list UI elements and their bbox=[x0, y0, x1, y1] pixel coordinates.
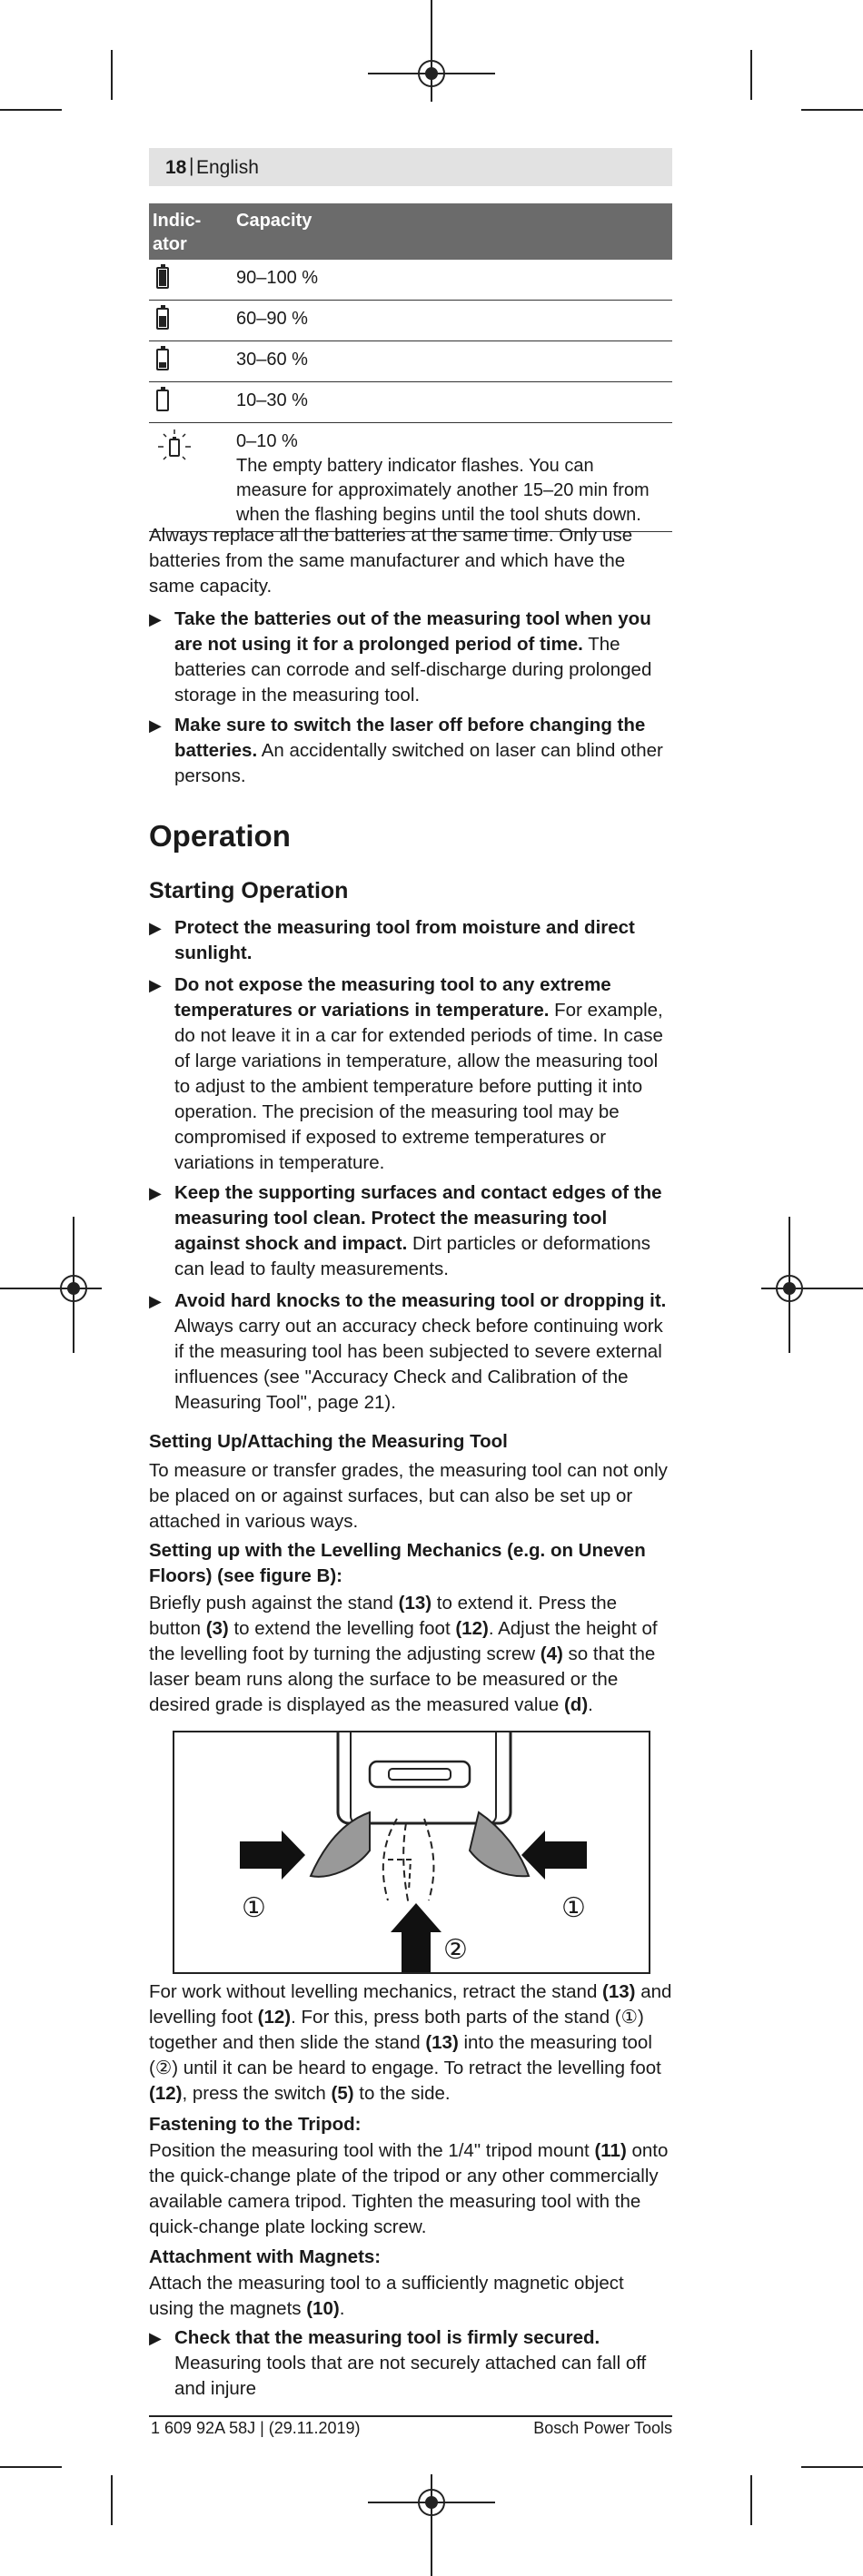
crop-mark bbox=[0, 109, 62, 111]
battery-level-icon bbox=[149, 341, 233, 382]
page-number: 18 bbox=[165, 157, 187, 178]
battery-table-row bbox=[149, 423, 672, 532]
setup-text: To measure or transfer grades, the measuring tool can not only be placed on or against surfaces, but can also be set up or attached in various ways. bbox=[149, 1460, 668, 1532]
capacity-value: 90–100 % bbox=[236, 268, 319, 288]
battery-capacity-cell bbox=[233, 341, 672, 382]
bullet-firmly-secured bbox=[149, 2325, 672, 2402]
bullet-bold-text: Keep the supporting surfaces and contact edges of the measuring tool clean. Protect the measuring tool against shock and impact. bbox=[174, 1182, 662, 1254]
crop-mark bbox=[801, 2466, 863, 2468]
battery-table-row bbox=[149, 260, 672, 301]
figure-label-1-right: ① bbox=[561, 1892, 586, 1924]
bullet-protect-moisture bbox=[149, 915, 672, 966]
arrow-left-icon bbox=[521, 1831, 587, 1880]
section-heading-operation: Operation bbox=[149, 819, 291, 853]
capacity-value: 0–10 % bbox=[236, 431, 298, 451]
bullet-body-text: The batteries can corrode and self-discharge during prolonged storage in the measuring tool. bbox=[174, 634, 652, 706]
bullet-bold-text: Protect the measuring tool from moisture and direct sunlight. bbox=[174, 917, 635, 963]
stand-leg-left bbox=[311, 1812, 370, 1877]
bullet-bold-text: Make sure to switch the laser off before changing the batteries. bbox=[174, 715, 646, 761]
battery-level-icon bbox=[149, 260, 233, 301]
capacity-value: 10–30 % bbox=[236, 390, 308, 410]
bullet-triangle-icon: ▶ bbox=[149, 919, 162, 937]
bullet-switch-laser-off bbox=[149, 713, 672, 789]
crop-mark bbox=[111, 50, 113, 100]
footer-document-number: 1 609 92A 58J | (29.11.2019) bbox=[151, 2419, 361, 2437]
crop-mark bbox=[0, 2466, 62, 2468]
crop-mark bbox=[750, 2475, 752, 2525]
bullet-triangle-icon: ▶ bbox=[149, 976, 162, 994]
bullet-triangle-icon: ▶ bbox=[149, 2329, 162, 2347]
battery-replace-text: Always replace all the batteries at the same time. Only use batteries from the same manufacturer and which have the same capacity. bbox=[149, 525, 633, 597]
col-indicator-header: Indic- ator bbox=[149, 203, 233, 260]
bullet-body-text: Dirt particles or deformations can lead to faulty measurements. bbox=[174, 1233, 651, 1279]
battery-capacity-cell bbox=[233, 260, 672, 301]
bullet-bold-text: Take the batteries out of the measuring tool when you are not using it for a prolonged period of time. bbox=[174, 608, 651, 655]
battery-table-row bbox=[149, 341, 672, 382]
figure-label-1-left: ① bbox=[242, 1892, 266, 1924]
registration-mark-icon bbox=[418, 2489, 445, 2516]
crop-mark bbox=[750, 50, 752, 100]
bullet-body-text: Measuring tools that are not securely attached can fall off and injure bbox=[174, 2353, 647, 2399]
bullet-triangle-icon: ▶ bbox=[149, 1292, 162, 1310]
crop-mark bbox=[801, 109, 863, 111]
magnet-text: Attach the measuring tool to a sufficiently magnetic object using the magnets (10). bbox=[149, 2273, 624, 2319]
footer-rule bbox=[149, 2415, 672, 2417]
arrow-right-icon bbox=[240, 1831, 305, 1880]
footer-brand: Bosch Power Tools bbox=[533, 2419, 672, 2437]
tripod-text: Position the measuring tool with the 1/4" tripod mount (11) onto the quick-change plate of the tripod or any other commercially available camera tripod. Tighten the measuring tool with the quick-change plate locking screw. bbox=[149, 2140, 669, 2237]
bullet-keep-clean bbox=[149, 1180, 672, 1282]
bullet-triangle-icon: ▶ bbox=[149, 1184, 162, 1202]
bullet-bold-text: Avoid hard knocks to the measuring tool or dropping it. bbox=[174, 1290, 667, 1311]
subsection-heading-starting: Starting Operation bbox=[149, 878, 349, 903]
bullet-triangle-icon: ▶ bbox=[149, 610, 162, 628]
heading-magnets: Attachment with Magnets: bbox=[149, 2246, 382, 2267]
retract-text: For work without levelling mechanics, retract the stand (13) and levelling foot (12). For this, press both parts of the stand (①) together and then slide the stand (13) into the measuring tool (②) until it can be heard to engage. To retract the levelling foot (12), press the switch (5) to the side. bbox=[149, 1981, 672, 2104]
header-separator: | bbox=[189, 155, 194, 176]
bullet-bold-text: Check that the measuring tool is firmly secured. bbox=[174, 2327, 600, 2348]
crop-mark bbox=[111, 2475, 113, 2525]
battery-capacity-table bbox=[149, 203, 672, 532]
bullet-avoid-knocks bbox=[149, 1288, 672, 1416]
battery-flashing-icon bbox=[149, 423, 233, 532]
battery-capacity-cell bbox=[233, 382, 672, 423]
col-capacity-header: Capacity bbox=[233, 203, 672, 260]
figure-b-illustration bbox=[173, 1731, 650, 1974]
header-language: English bbox=[196, 157, 259, 178]
bullet-triangle-icon: ▶ bbox=[149, 716, 162, 735]
capacity-value: 30–60 % bbox=[236, 350, 308, 370]
capacity-note: The empty battery indicator flashes. You can measure for approximately another 15–20 min from when the flashing begins until the tool shuts down. bbox=[236, 456, 650, 525]
registration-mark-icon bbox=[776, 1275, 803, 1302]
battery-capacity-cell bbox=[233, 423, 672, 532]
battery-level-icon bbox=[149, 382, 233, 423]
stand-button bbox=[370, 1762, 470, 1787]
arrow-up-icon bbox=[391, 1903, 441, 1972]
figure-label-2: ② bbox=[443, 1934, 468, 1966]
bullet-body-text: An accidentally switched on laser can blind other persons. bbox=[174, 740, 663, 786]
bullet-extreme-temperature bbox=[149, 972, 672, 1176]
registration-mark-icon bbox=[60, 1275, 87, 1302]
battery-capacity-cell bbox=[233, 301, 672, 341]
battery-table-row bbox=[149, 301, 672, 341]
battery-table-row bbox=[149, 382, 672, 423]
levelling-text: Briefly push against the stand (13) to extend it. Press the button (3) to extend the levelling foot (12). Adjust the height of the levelling foot by turning the adjusting screw (4) so that the laser beam runs along the surface to be measured or the desired grade is displayed as the measured value (d). bbox=[149, 1593, 658, 1715]
registration-mark-icon bbox=[418, 60, 445, 87]
page-header bbox=[149, 148, 672, 186]
bullet-body-text: Always carry out an accuracy check before continuing work if the measuring tool has been subjected to severe external influences (see "Accuracy Check and Calibration of the Measuring Tool", page 21). bbox=[174, 1316, 663, 1413]
battery-level-icon bbox=[149, 301, 233, 341]
heading-levelling-mechanics: Setting up with the Levelling Mechanics (e.g. on Uneven Floors) (see figure B): bbox=[149, 1540, 646, 1586]
levelling-stand-drawing bbox=[174, 1732, 650, 1974]
bullet-bold-text: Do not expose the measuring tool to any extreme temperatures or variations in temperature. bbox=[174, 974, 611, 1021]
heading-setting-up: Setting Up/Attaching the Measuring Tool bbox=[149, 1431, 508, 1452]
capacity-value: 60–90 % bbox=[236, 309, 308, 329]
heading-tripod: Fastening to the Tripod: bbox=[149, 2114, 362, 2135]
bullet-remove-batteries bbox=[149, 607, 672, 708]
bullet-body-text: For example, do not leave it in a car for extended periods of time. In case of large variations in temperature, allow the measuring tool to adjust to the ambient temperature before putting it into operation. The precision of the measuring tool may be compromised if exposed to extreme temperatures or variations in temperature. bbox=[174, 1000, 663, 1173]
